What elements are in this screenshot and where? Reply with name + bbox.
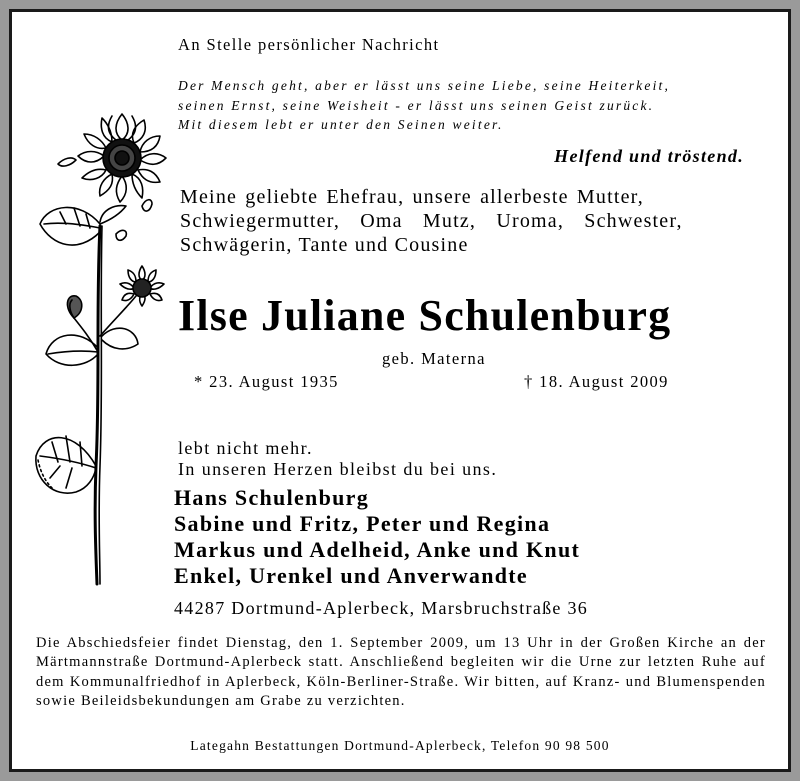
- motto: Helfend und tröstend.: [554, 146, 744, 166]
- sunflower-icon: [30, 106, 180, 586]
- relationship-line: Schwiegermutter, Oma Mutz, Uroma, Schwester,: [180, 210, 683, 232]
- undertaker-line: Lategahn Bestattungen Dortmund-Aplerbeck, Telefon 90 98 500: [190, 738, 610, 753]
- relationship-line: Schwägerin, Tante und Cousine: [180, 234, 469, 256]
- family-address: 44287 Dortmund-Aplerbeck, Marsbruchstraße 36: [174, 598, 589, 618]
- verse-line: Der Mensch geht, aber er lässt uns seine Liebe, seine Heiterkeit,: [178, 78, 671, 93]
- closing-line: In unseren Herzen bleibst du bei uns.: [178, 459, 498, 479]
- birth-date: * 23. August 1935: [194, 372, 339, 391]
- death-date: † 18. August 2009: [524, 372, 669, 391]
- deceased-name: Ilse Juliane Schulenburg: [178, 291, 672, 340]
- verse-line: seinen Ernst, seine Weisheit - er lässt uns seinen Geist zurück.: [178, 98, 655, 113]
- closing-line: lebt nicht mehr.: [178, 438, 313, 458]
- mourner-line: Hans Schulenburg: [174, 485, 370, 510]
- ceremony-notice: Die Abschiedsfeier findet Dienstag, den 1. September 2009, um 13 Uhr in der Großen Kirche an der Märtmannstraße Dortmund-Aplerbeck statt. Anschließend begleiten wir die Urne zur letzten Ruhe auf dem Kommunalfriedhof in Aplerbeck, Köln-Berliner-Straße. Wir bitten, auf Kranz- und Blumenspenden sowie Beileidsbekundungen am Grabe zu verzichten.: [36, 635, 766, 710]
- birth-name: geb. Materna: [382, 349, 486, 368]
- mourner-line: Enkel, Urenkel und Anverwandte: [174, 563, 528, 588]
- relationship-line: Meine geliebte Ehefrau, unsere allerbeste Mutter,: [180, 186, 644, 208]
- verse-line: Mit diesem lebt er unter den Seinen weiter.: [178, 117, 504, 132]
- notice-heading: An Stelle persönlicher Nachricht: [178, 35, 440, 54]
- mourner-line: Markus und Adelheid, Anke und Knut: [174, 537, 581, 562]
- mourner-line: Sabine und Fritz, Peter und Regina: [174, 511, 551, 536]
